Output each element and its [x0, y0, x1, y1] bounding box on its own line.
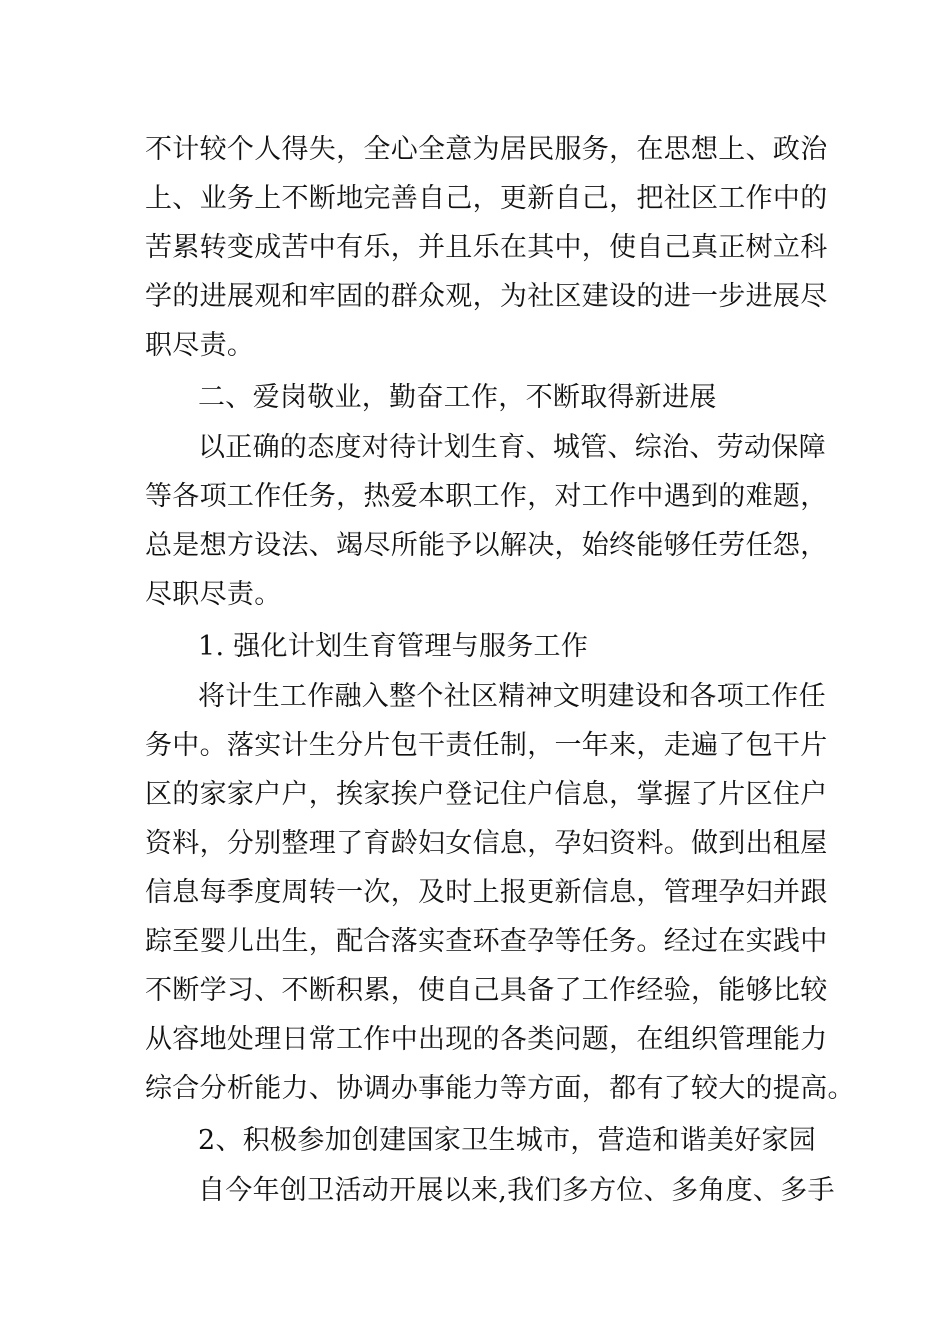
body-text-line: 区的家家户户，挨家挨户登记住户信息，掌握了片区住户 — [145, 779, 828, 810]
body-text-line: 综合分析能力、协调办事能力等方面，都有了较大的提高。 — [145, 1073, 855, 1104]
body-text-line: 学的进展观和牢固的群众观，为社区建设的进一步进展尽 — [145, 281, 828, 312]
body-text-line: 踪至婴儿出生，配合落实查环查孕等任务。经过在实践中 — [145, 926, 828, 957]
body-text-line: 以正确的态度对待计划生育、城管、综治、劳动保障 — [198, 432, 826, 463]
body-text-line: 职尽责。 — [145, 330, 255, 361]
subsection-heading: 2、积极参加创建国家卫生城市，营造和谐美好家园 — [198, 1125, 817, 1156]
body-text-line: 不计较个人得失，全心全意为居民服务，在思想上、政治 — [145, 134, 828, 165]
body-text-line: 苦累转变成苦中有乐，并且乐在其中，使自己真正树立科 — [145, 232, 828, 263]
body-text-line: 等各项工作任务，热爱本职工作，对工作中遇到的难题， — [145, 481, 828, 512]
body-text-line: 信息每季度周转一次，及时上报更新信息，管理孕妇并跟 — [145, 877, 828, 908]
body-text-line: 资料，分别整理了育龄妇女信息，孕妇资料。做到出租屋 — [145, 828, 828, 859]
body-text-line: 将计生工作融入整个社区精神文明建设和各项工作任 — [198, 681, 826, 712]
body-text-line: 总是想方设法、竭尽所能予以解决，始终能够任劳任怨， — [145, 530, 828, 561]
body-text-line: 尽职尽责。 — [145, 579, 282, 610]
body-text-line: 上、业务上不断地完善自己，更新自己，把社区工作中的 — [145, 183, 828, 214]
subsection-heading: 1. 强化计划生育管理与服务工作 — [198, 631, 589, 662]
body-text-line: 从容地处理日常工作中出现的各类问题，在组织管理能力 — [145, 1024, 828, 1055]
body-text-line: 务中。落实计生分片包干责任制，一年来，走遍了包干片 — [145, 730, 828, 761]
body-text-line: 不断学习、不断积累，使自己具备了工作经验，能够比较 — [145, 975, 828, 1006]
section-heading: 二、爱岗敬业，勤奋工作，不断取得新进展 — [198, 382, 717, 413]
body-text-line: 自今年创卫活动开展以来,我们多方位、多角度、多手 — [198, 1175, 835, 1206]
